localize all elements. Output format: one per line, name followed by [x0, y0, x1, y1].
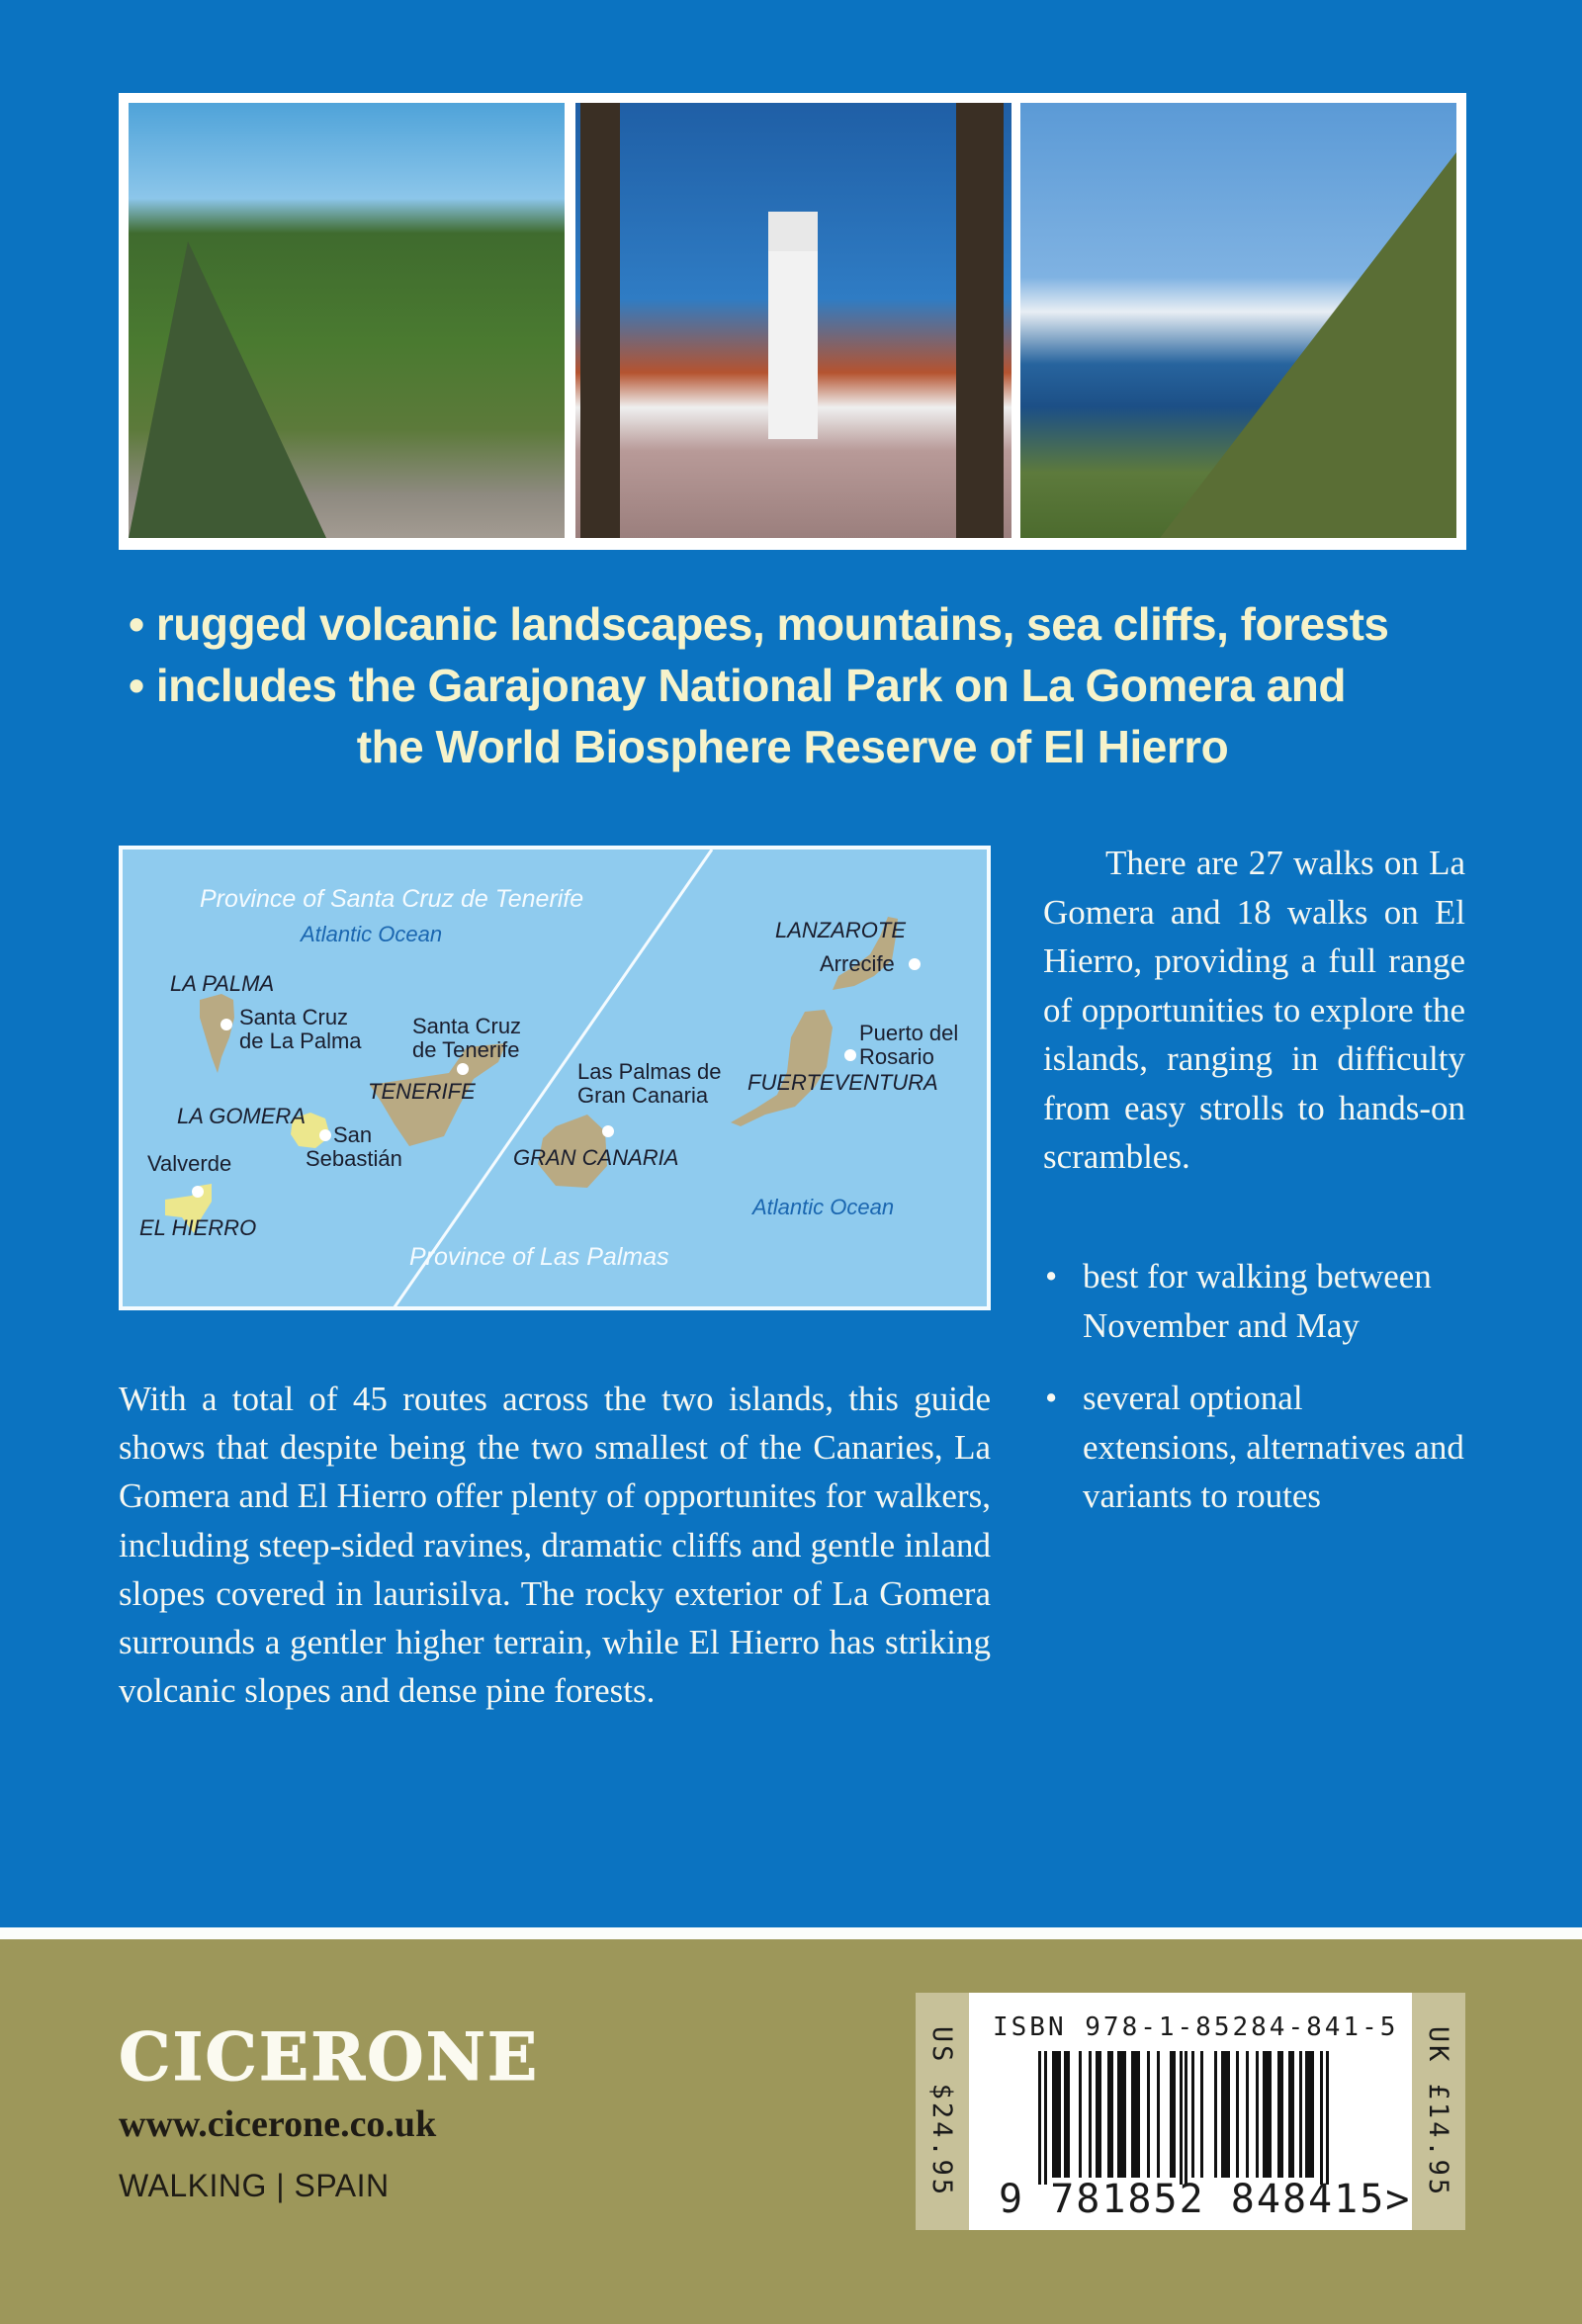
town-dot-arrecife	[909, 958, 921, 970]
palm-trunk-right	[956, 103, 1004, 538]
isbn-label: ISBN 978-1-85284-841-5	[993, 2012, 1399, 2042]
bullet-icon: •	[1045, 1379, 1058, 1417]
ocean-label-east: Atlantic Ocean	[752, 1195, 895, 1219]
town-label-arrecife: Arrecife	[820, 951, 895, 976]
island-label-la-gomera: LA GOMERA	[177, 1104, 306, 1128]
photo-coastal-village	[1020, 103, 1456, 538]
town-dot-santa-cruz-tenerife	[457, 1063, 469, 1075]
feature-text: best for walking between November and May	[1083, 1257, 1432, 1345]
feature-item	[1043, 1374, 1465, 1521]
island-label-la-palma: LA PALMA	[170, 971, 275, 996]
town-label-las-palmas-1: Las Palmas de	[577, 1059, 722, 1084]
mountain-peak-shape	[129, 241, 326, 538]
island-label-el-hierro: EL HIERRO	[139, 1215, 257, 1240]
divider-line	[0, 1927, 1582, 1939]
island-label-lanzarote: LANZAROTE	[775, 918, 907, 942]
feature-text: several optional extensions, alternatives and variants to routes	[1083, 1379, 1464, 1515]
canary-islands-map	[119, 846, 991, 1310]
publisher-logo: CICERONE	[119, 2018, 540, 2096]
town-dot-santa-cruz-la-palma	[220, 1019, 232, 1030]
barcode-panel	[916, 1993, 1465, 2230]
intro-paragraph: There are 27 walks on La Gomera and 18 walks on El Hierro, providing a full range of opportunities to explore the islands, ranging in difficulty from easy strolls to hands-on scrambles.	[1043, 844, 1465, 1176]
category-label: WALKING | SPAIN	[119, 2168, 390, 2203]
town-label-santa-cruz-tenerife-2: de Tenerife	[412, 1037, 520, 1062]
town-label-valverde: Valverde	[147, 1151, 232, 1176]
town-label-santa-cruz-tenerife-1: Santa Cruz	[412, 1014, 522, 1038]
province-label-east: Province of Las Palmas	[409, 1243, 669, 1271]
barcode-area	[969, 1993, 1412, 2230]
publisher-url[interactable]: www.cicerone.co.uk	[119, 2103, 437, 2145]
town-label-santa-cruz-la-palma-2: de La Palma	[239, 1028, 362, 1053]
province-label-west: Province of Santa Cruz de Tenerife	[200, 885, 584, 913]
highlight-line-3: the World Biosphere Reserve of El Hierro	[356, 721, 1229, 772]
town-dot-puerto-del-rosario	[844, 1049, 856, 1061]
island-label-fuerteventura: FUERTEVENTURA	[747, 1070, 938, 1095]
highlights	[119, 593, 1466, 777]
photo-strip	[119, 93, 1466, 550]
church-tower-shape	[768, 212, 818, 439]
palm-trunk-left	[580, 103, 620, 538]
town-label-san-sebastian-1: San	[333, 1122, 373, 1147]
highlight-line-2: • includes the Garajonay National Park on La Gomera and	[129, 660, 1346, 711]
cliff-shape	[1160, 152, 1456, 538]
town-dot-san-sebastian	[319, 1129, 331, 1141]
feature-item	[1043, 1252, 1465, 1350]
town-label-santa-cruz-la-palma-1: Santa Cruz	[239, 1005, 349, 1029]
ocean-label-west: Atlantic Ocean	[301, 922, 443, 946]
photo-church	[575, 103, 1011, 538]
barcode-icon	[1038, 2051, 1335, 2185]
town-label-puerto-2: Rosario	[859, 1044, 934, 1069]
price-uk: UK £14.95	[1423, 2025, 1454, 2197]
town-label-las-palmas-2: Gran Canaria	[577, 1083, 709, 1108]
island-label-tenerife: TENERIFE	[368, 1079, 476, 1104]
description-paragraph: With a total of 45 routes across the two islands, this guide shows that despite being the two smallest of the Canaries, La Gomera and El Hierro offer plenty of opportunites for walkers, including steep-sided ravines, dramatic cliffs and gentle inland slopes covered in laurisilva. The rocky exterior of La Gomera surrounds a gentler higher terrain, while El Hierro has striking volcanic slopes and dense pine forests.	[119, 1380, 991, 1711]
intro-text	[1043, 839, 1465, 1182]
feature-list	[1043, 1252, 1465, 1545]
island-label-gran-canaria: GRAN CANARIA	[513, 1145, 679, 1170]
photo-mountain	[129, 103, 565, 538]
bullet-icon: •	[1045, 1257, 1058, 1296]
town-dot-valverde	[192, 1186, 204, 1198]
town-label-puerto-1: Puerto del	[859, 1021, 959, 1045]
price-us: US $24.95	[926, 2025, 958, 2197]
highlight-line-1: • rugged volcanic landscapes, mountains, sea cliffs, forests	[129, 598, 1389, 650]
town-label-san-sebastian-2: Sebastián	[306, 1146, 402, 1171]
town-dot-las-palmas	[602, 1125, 614, 1137]
ean-digits: 9 781852 848415>	[999, 2177, 1412, 2222]
